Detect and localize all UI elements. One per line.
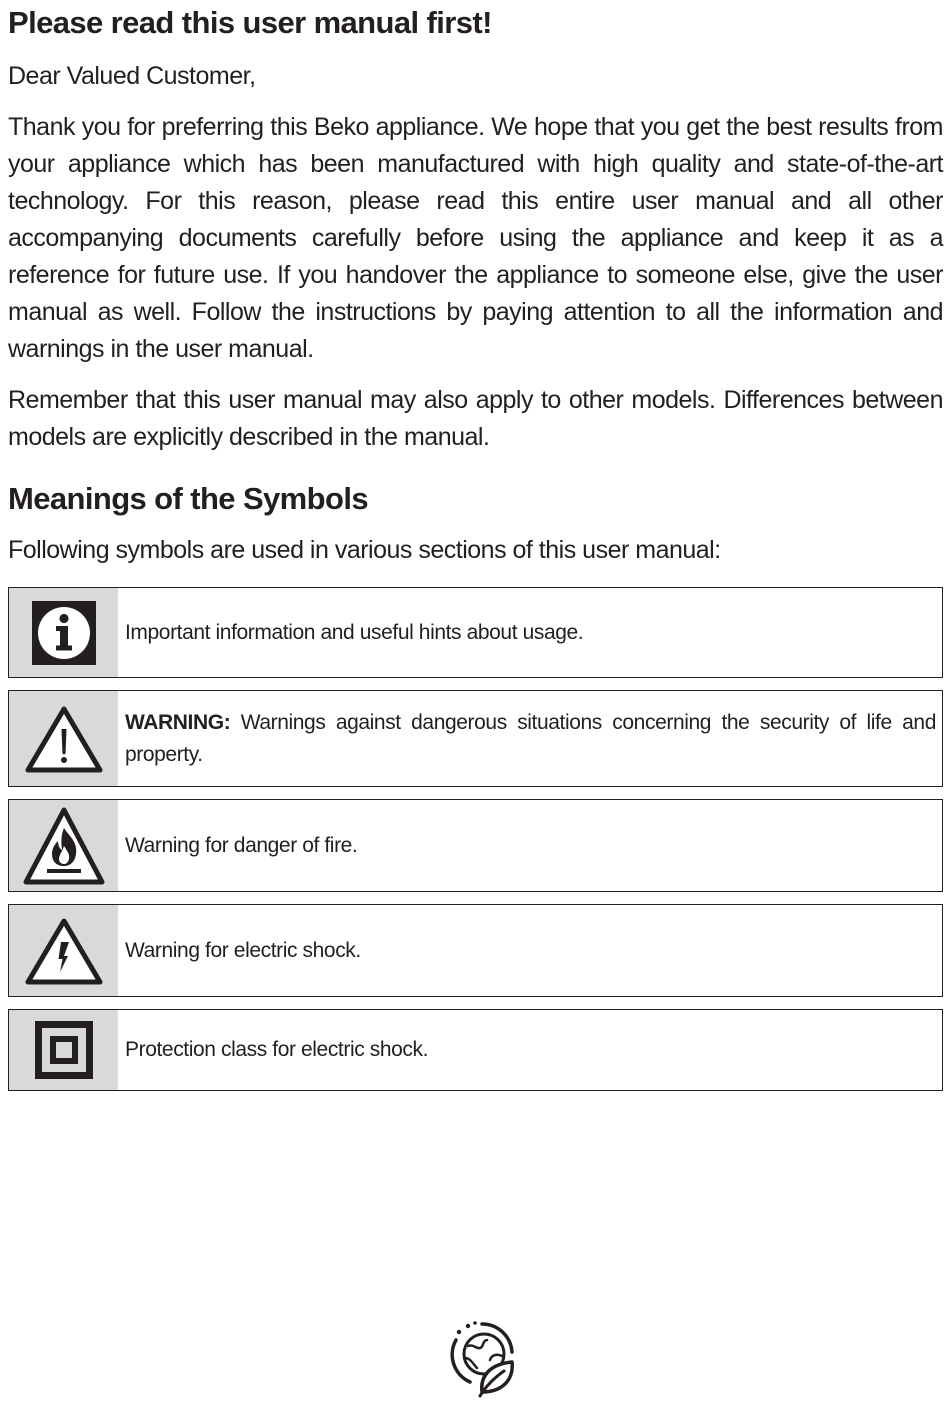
page-title: Please read this user manual first! [8,5,492,40]
protection-class-icon [35,1021,93,1079]
remember-paragraph: Remember that this user manual may also apply to other models. Differences between models are explicitly described in the manual. [8,386,943,451]
symbols-heading: Meanings of the Symbols [8,481,368,516]
manual-page [8,0,943,1091]
symbol-icon-cell [9,691,118,786]
symbol-description: Important information and useful hints about usage. [125,620,584,644]
symbol-description: Warning for electric shock. [125,938,361,962]
symbol-description: Protection class for electric shock. [125,1038,429,1061]
information-icon [31,600,97,666]
symbol-icon-cell [9,1010,118,1090]
warning-label: WARNING: [125,710,231,734]
symbol-description [118,691,942,786]
symbol-row-warning [8,690,943,787]
symbol-table [8,587,943,1091]
symbol-icon-cell [9,800,118,891]
electric-shock-icon [24,916,104,986]
symbol-icon-cell [9,905,118,996]
symbol-description: Warning for danger of fire. [125,833,358,857]
symbol-row-protection-class [8,1009,943,1091]
symbol-row-fire [8,799,943,892]
warning-text: Warnings against dangerous situations concerning the security of life and property. [125,710,936,766]
symbol-icon-cell [9,588,118,677]
symbol-row-information [8,587,943,678]
intro-paragraph: Thank you for preferring this Beko appliance. We hope that you get the best results from your appliance which has been manufactured with high quality and state-of-the-art technology. For this reason, please read this entire user manual and all other accompanying documents carefully before using the appliance and keep it as a reference for future use. If you handover the appliance to someone else, give the user manual as well. Follow the instructions by paying attention to all the information and warnings in the user manual. [8,113,943,363]
warning-icon [24,704,104,774]
greeting: Dear Valued Customer, [8,62,256,90]
eco-globe-leaf-icon [446,1318,522,1398]
fire-warning-icon [23,806,105,886]
symbols-intro: Following symbols are used in various sections of this user manual: [8,536,721,564]
symbol-row-electric-shock [8,904,943,997]
